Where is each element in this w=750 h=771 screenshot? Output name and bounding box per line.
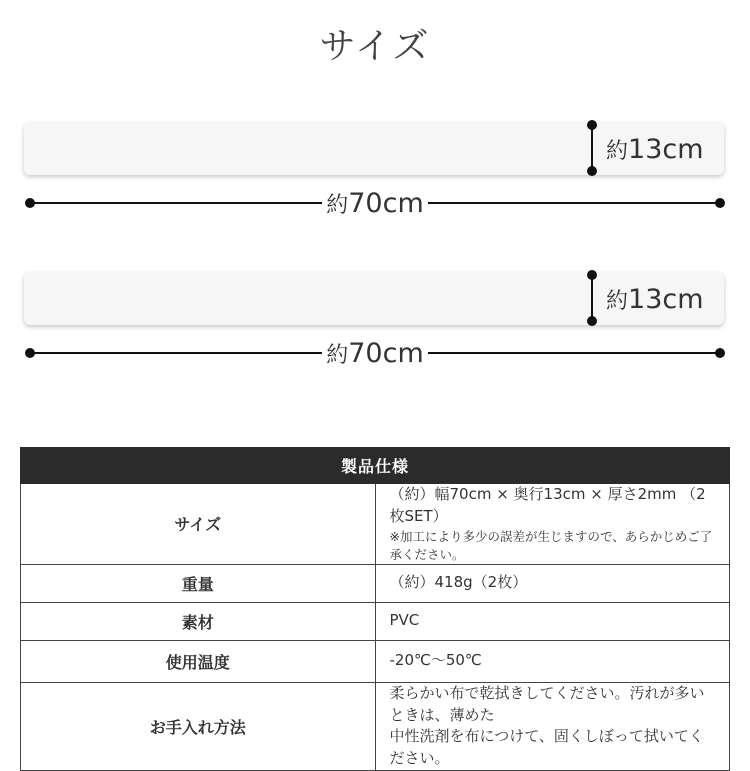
table-row (21, 484, 730, 565)
row-value-temperature: -20℃～50℃ (375, 640, 730, 682)
spec-table (20, 447, 730, 771)
size-note-text: ※加工により多少の誤差が生じますので、あらかじめご了承ください。 (389, 528, 713, 562)
row-value-care (375, 682, 730, 770)
row-value-weight: （約）418g（2枚） (375, 564, 730, 602)
size-value-text: （約）幅70cm × 奥行13cm × 厚さ2mm （2枚SET） (389, 485, 706, 525)
row-label-material: 素材 (21, 602, 376, 640)
table-row (21, 640, 730, 682)
width-prefix: 約 (606, 139, 629, 164)
row-label-size: サイズ (21, 484, 376, 565)
length-value: 70cm (348, 338, 424, 369)
page-title: サイズ (319, 26, 431, 67)
row-label-weight: 重量 (21, 564, 376, 602)
length-prefix: 約 (326, 343, 349, 368)
row-value-material: PVC (375, 602, 730, 640)
care-text-line-2: 中性洗剤を布につけて、固くしぼって拭いてください。 (389, 727, 704, 767)
care-text-line-1: 柔らかい布で乾拭きしてください。汚れが多いときは、薄めた (389, 683, 705, 724)
width-prefix: 約 (606, 289, 629, 314)
width-end-dot (587, 316, 597, 326)
length-value: 70cm (348, 188, 424, 219)
width-label (606, 286, 704, 313)
length-label (0, 190, 750, 217)
row-value-size (375, 484, 730, 565)
table-row (21, 602, 730, 640)
length-label (0, 340, 750, 367)
width-end-dot (587, 166, 597, 176)
table-row (21, 564, 730, 602)
width-value: 13cm (628, 134, 704, 165)
width-value: 13cm (628, 284, 704, 315)
width-label (606, 136, 704, 163)
row-label-care: お手入れ方法 (21, 682, 376, 770)
row-label-temperature: 使用温度 (21, 640, 376, 682)
table-row (21, 682, 730, 770)
spec-table-header: 製品仕様 (21, 448, 730, 484)
length-prefix: 約 (326, 193, 349, 218)
